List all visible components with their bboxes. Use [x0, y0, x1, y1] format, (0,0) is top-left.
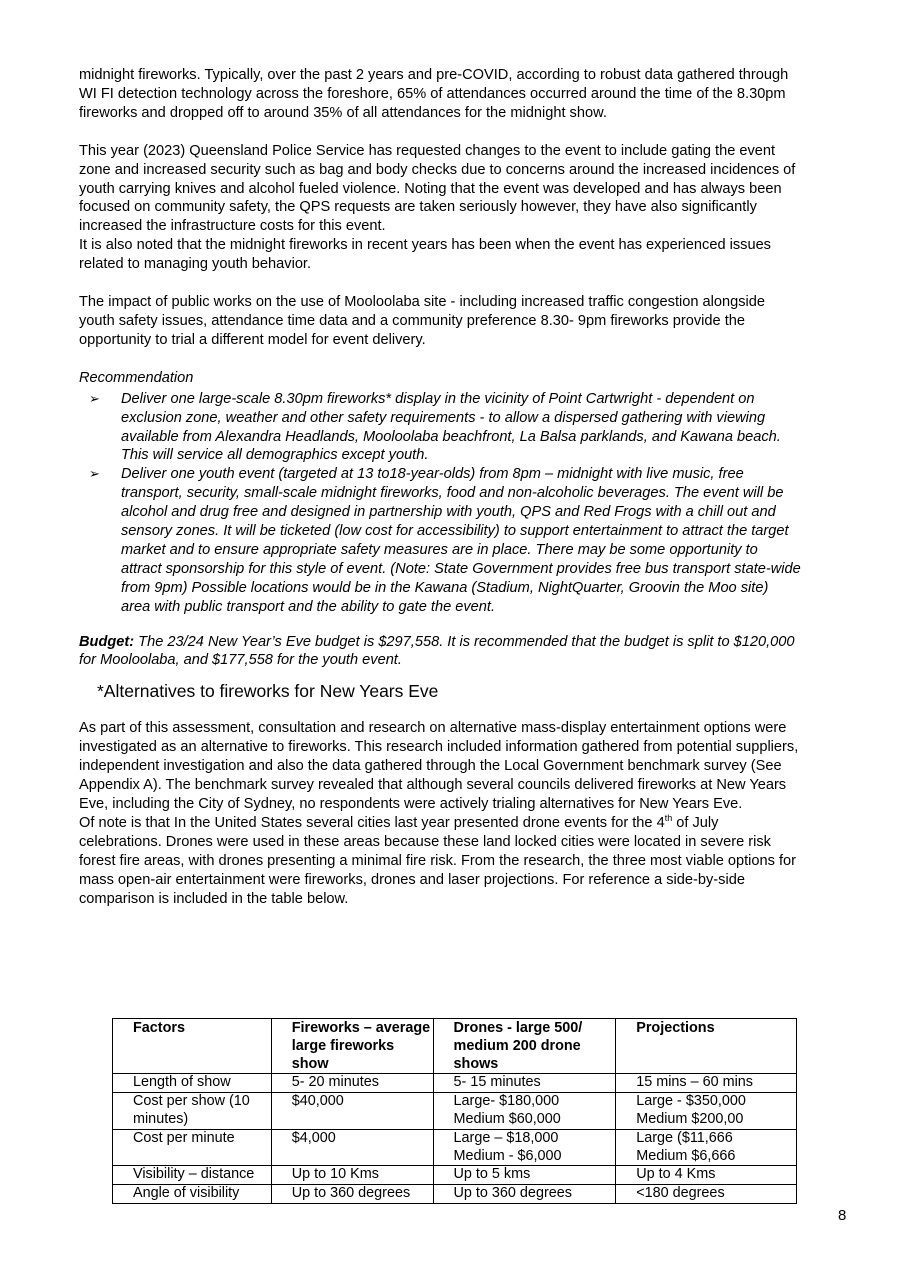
- ordinal-suffix: th: [664, 813, 673, 824]
- table-cell: Large - $350,000 Medium $200,00: [616, 1093, 797, 1130]
- table-cell: Length of show: [113, 1074, 272, 1093]
- paragraph-public-works: The impact of public works on the use of Mooloolaba site - including increased traffic congestion alongside youth safety issues, attendance time data and a community preference 8.30- 9pm fireworks provide the opportunity to trial a different model for event delivery.: [79, 294, 766, 348]
- table-cell: 15 mins – 60 mins: [616, 1074, 797, 1093]
- table-cell: Large ($11,666 Medium $6,666: [616, 1129, 797, 1166]
- table-cell: 5- 20 minutes: [271, 1074, 433, 1093]
- header-cell: Factors: [113, 1019, 272, 1074]
- table-cell: Up to 4 Kms: [616, 1166, 797, 1185]
- table-row: [113, 1129, 797, 1166]
- header-cell: Fireworks – average large fireworks show: [271, 1019, 433, 1074]
- table-cell: Up to 10 Kms: [271, 1166, 433, 1185]
- table-cell: <180 degrees: [616, 1185, 797, 1204]
- recommendation-list: [79, 390, 801, 617]
- recommendation-text: Deliver one large-scale 8.30pm fireworks* display in the vicinity of Point Cartwright - dependent on exclusion zone, weather and other safety requirements - to allow a dispersed gathering with viewing available from Alexandra Headlands, Mooloolaba beachfront, La Balsa parklands, and Kawana beach. This will service all demographics except youth.: [121, 390, 781, 464]
- table-cell: Up to 360 degrees: [433, 1185, 616, 1204]
- comparison-table: [112, 1018, 797, 1204]
- arrow-bullet-icon: ➢: [89, 390, 100, 406]
- table-cell: $4,000: [271, 1129, 433, 1166]
- budget-label: Budget:: [79, 633, 135, 650]
- table-cell: Visibility – distance: [113, 1166, 272, 1185]
- section-heading: *Alternatives to fireworks for New Years Eve: [97, 681, 439, 702]
- page-number: 8: [838, 1207, 847, 1224]
- table-cell: Up to 5 kms: [433, 1166, 616, 1185]
- paragraph-alternatives: As part of this assessment, consultation and research on alternative mass-display entertainment options were investigated as an alternative to fireworks. This research included information gathered from potential suppliers, independent investigation and also the data gathered through the Local Government benchmark survey (See Appendix A). The benchmark survey revealed that although several councils delivered fireworks at New Years Eve, including the City of Sydney, no respondents were actively trialing alternatives for New Years Eve.: [79, 720, 799, 812]
- recommendation-item: [89, 390, 801, 466]
- header-cell: Projections: [616, 1019, 797, 1074]
- header-cell: Drones - large 500/ medium 200 drone shows: [433, 1019, 616, 1074]
- paragraph-youth-behavior: It is also noted that the midnight fireworks in recent years has been when the event has experienced issues related to managing youth behavior.: [79, 237, 771, 273]
- drones-text-a: Of note is that In the United States several cities last year presented drone events for the 4: [79, 814, 665, 831]
- table-cell: Up to 360 degrees: [271, 1185, 433, 1204]
- table-cell: Large – $18,000 Medium - $6,000: [433, 1129, 616, 1166]
- table-cell: Large- $180,000 Medium $60,000: [433, 1093, 616, 1130]
- table-cell: Cost per show (10 minutes): [113, 1093, 272, 1130]
- table-cell: Cost per minute: [113, 1129, 272, 1166]
- table-row: [113, 1166, 797, 1185]
- arrow-bullet-icon: ➢: [89, 466, 100, 482]
- budget-paragraph: [79, 633, 801, 671]
- table-cell: $40,000: [271, 1093, 433, 1130]
- recommendation-item: [89, 465, 801, 616]
- drones-text-b: of July celebrations. Drones were used in these areas because these land locked cities were located in severe risk forest fire areas, with drones presenting a minimal fire risk. From the research, the three most viable options for mass open-air entertainment were fireworks, drones and laser projections. For reference a side-by-side comparison is included in the table below.: [79, 814, 797, 907]
- table-header-row: [113, 1019, 797, 1074]
- paragraph-qps-request: This year (2023) Queensland Police Service has requested changes to the event to include gating the event zone and increased security such as bag and body checks due to concerns around the increased incidences of youth carrying knives and alcohol fueled violence. Noting that the event was developed and has always been focused on community safety, the QPS requests are taken seriously however, they have also significantly increased the infrastructure costs for this event.: [79, 142, 796, 235]
- table-cell: 5- 15 minutes: [433, 1074, 616, 1093]
- paragraph-drones: [79, 814, 801, 909]
- table-row: [113, 1093, 797, 1130]
- document-body: [79, 66, 801, 908]
- recommendation-text: Deliver one youth event (targeted at 13 to18-year-olds) from 8pm – midnight with live music, free transport, security, small-scale midnight fireworks, food and non-alcoholic beverages. The event will be alcohol and drug free and designed in partnership with youth, QPS and Red Frogs with a chill out and sensory zones. It will be ticketed (low cost for accessibility) to support entertainment to attract the target market and to ensure appropriate safety measures are in place. There may be some opportunity to attract sponsorship for this style of event. (Note: State Government provides free bus transport state-wide from 9pm) Possible locations would be in the Kawana (Stadium, NightQuarter, Groovin the Moo site) area with public transport and the ability to gate the event.: [121, 466, 801, 615]
- budget-text: The 23/24 New Year’s Eve budget is $297,558. It is recommended that the budget is split to $120,000 for Mooloolaba, and $177,558 for the youth event.: [79, 633, 795, 669]
- paragraph-attendance: midnight fireworks. Typically, over the past 2 years and pre-COVID, according to robust data gathered through WI FI detection technology across the foreshore, 65% of attendances occurred around the time of the 8.30pm fireworks and dropped off to around 35% of all attendances for the midnight show.: [79, 67, 789, 121]
- recommendation-label: Recommendation: [79, 369, 194, 386]
- table-cell: Angle of visibility: [113, 1185, 272, 1204]
- table-row: [113, 1074, 797, 1093]
- table-row: [113, 1185, 797, 1204]
